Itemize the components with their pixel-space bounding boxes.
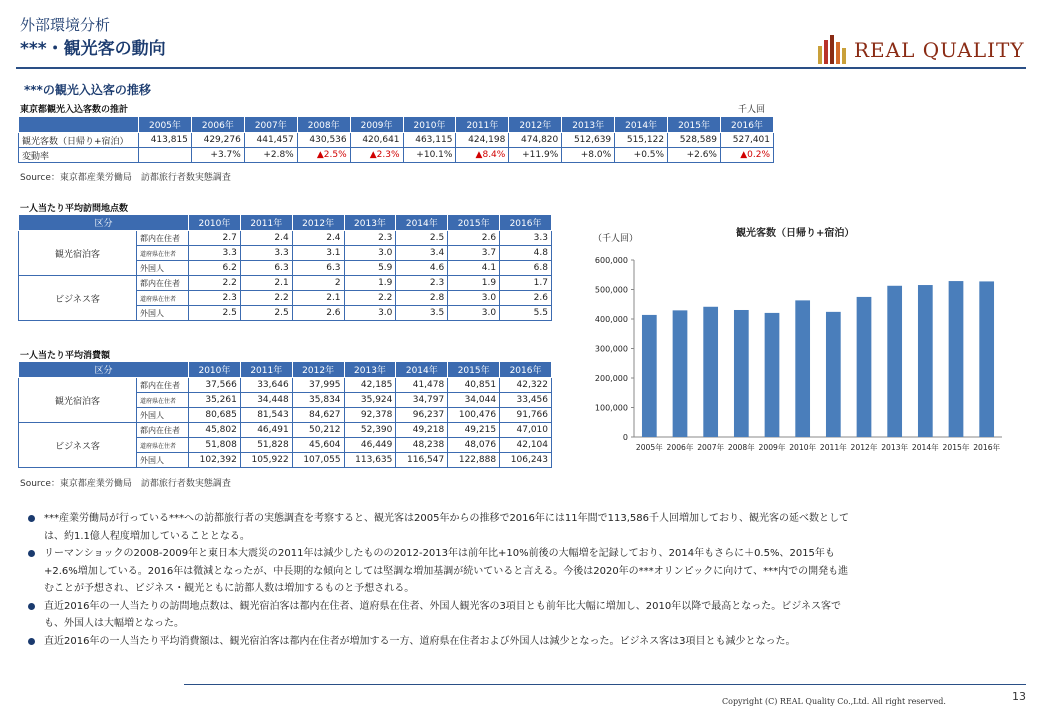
value-cell: 50,212 — [292, 423, 344, 438]
group-label: 観光宿泊客 — [19, 231, 137, 276]
value-cell: 91,766 — [500, 408, 552, 423]
value-cell: 49,215 — [448, 423, 500, 438]
value-cell: 5.5 — [500, 306, 552, 321]
bullet-item: 直近2016年の一人当たりの訪問地点数は、観光宿泊客は都内在住者、道府県在住者、外国人観光客の3項目とも前年比大幅に増加し、2010年以降で最高となった。ビジネス客でも、外国人は大幅増となった。 — [28, 598, 853, 633]
group-label: ビジネス客 — [19, 276, 137, 321]
table1-caption: 東京都観光入込客数の推計 — [20, 105, 129, 115]
value-cell: 6.3 — [240, 261, 292, 276]
value-cell: 113,635 — [344, 453, 396, 468]
value-cell: 2.2 — [240, 291, 292, 306]
value-cell: 3.3 — [189, 246, 241, 261]
value-cell: 106,243 — [500, 453, 552, 468]
value-cell: ▲8.4% — [456, 148, 509, 163]
year-header: 2006年 — [191, 117, 244, 133]
value-cell: 33,456 — [500, 393, 552, 408]
value-cell: 84,627 — [292, 408, 344, 423]
subgroup-label: 都内在住者 — [137, 423, 189, 438]
footer-divider — [184, 684, 1026, 685]
bar — [887, 286, 902, 437]
year-header: 2011年 — [240, 362, 292, 378]
visitors-bar-chart — [584, 218, 1009, 466]
value-cell: 5.9 — [344, 261, 396, 276]
value-cell: 122,888 — [448, 453, 500, 468]
value-cell: 3.3 — [500, 231, 552, 246]
y-tick-label: 0 — [622, 433, 628, 442]
value-cell: 2.5 — [396, 231, 448, 246]
value-cell: 35,834 — [292, 393, 344, 408]
spending-table — [18, 361, 552, 468]
year-header: 2012年 — [509, 117, 562, 133]
year-header: 2011年 — [456, 117, 509, 133]
value-cell: 80,685 — [189, 408, 241, 423]
value-cell: 105,922 — [240, 453, 292, 468]
table1-source: Source：東京都産業労働局 訪都旅行者数実態調査 — [20, 173, 231, 183]
value-cell: +8.0% — [562, 148, 615, 163]
category-header: 区分 — [19, 215, 189, 231]
year-header: 2014年 — [396, 215, 448, 231]
year-header: 2016年 — [500, 362, 552, 378]
bar — [642, 315, 657, 437]
bar — [918, 285, 933, 437]
year-header: 2012年 — [292, 215, 344, 231]
x-tick-label: 2005年 — [635, 443, 663, 452]
value-cell: 45,802 — [189, 423, 241, 438]
year-header: 2013年 — [344, 215, 396, 231]
table3-caption: 一人当たり平均消費額 — [20, 351, 111, 361]
value-cell: 6.8 — [500, 261, 552, 276]
table-row — [19, 133, 774, 148]
value-cell: 49,218 — [396, 423, 448, 438]
value-cell: 40,851 — [448, 378, 500, 393]
bar — [826, 312, 841, 437]
value-cell: ▲0.2% — [720, 148, 773, 163]
table1-unit: 千人回 — [738, 105, 766, 115]
subgroup-label: 都内在住者 — [137, 231, 189, 246]
value-cell: 2.5 — [189, 306, 241, 321]
table2-caption: 一人当たり平均訪問地点数 — [20, 204, 129, 214]
value-cell: 3.0 — [448, 306, 500, 321]
x-tick-label: 2006年 — [666, 443, 694, 452]
bullet-item: ***産業労働局が行っている***への訪都旅行者の実態調査を考察すると、観光客は2005年からの推移で2016年には11年間で113,586千人回増加しており、観光客の延べ数としては、約1.1億人程度増加していることとなる。 — [28, 510, 853, 545]
group-label: 観光宿泊客 — [19, 378, 137, 423]
subgroup-label: 外国人 — [137, 408, 189, 423]
table3-source: Source：東京都産業労働局 訪都旅行者数実態調査 — [20, 479, 231, 489]
year-header: 2014年 — [396, 362, 448, 378]
value-cell: 2.2 — [344, 291, 396, 306]
table-row — [19, 378, 552, 393]
value-cell — [139, 148, 192, 163]
value-cell: 2.4 — [240, 231, 292, 246]
x-tick-label: 2011年 — [819, 443, 847, 452]
header-divider — [16, 67, 1026, 69]
value-cell: 33,646 — [240, 378, 292, 393]
value-cell: 3.7 — [448, 246, 500, 261]
value-cell: 37,566 — [189, 378, 241, 393]
group-label: ビジネス客 — [19, 423, 137, 468]
year-header: 2007年 — [244, 117, 297, 133]
subgroup-label: 都内在住者 — [137, 378, 189, 393]
x-tick-label: 2007年 — [697, 443, 725, 452]
header-row — [19, 362, 552, 378]
value-cell: 6.2 — [189, 261, 241, 276]
value-cell: 46,449 — [344, 438, 396, 453]
value-cell: 474,820 — [509, 133, 562, 148]
row-label: 観光客数（日帰り+宿泊） — [19, 133, 139, 148]
value-cell: 51,808 — [189, 438, 241, 453]
year-header: 2013年 — [344, 362, 396, 378]
value-cell: 34,797 — [396, 393, 448, 408]
value-cell: 6.3 — [292, 261, 344, 276]
y-tick-label: 100,000 — [594, 403, 628, 413]
y-tick-label: 400,000 — [594, 315, 628, 324]
value-cell: 2.5 — [240, 306, 292, 321]
commentary-list — [28, 510, 853, 650]
table-row — [19, 148, 774, 163]
year-header: 2016年 — [500, 215, 552, 231]
value-cell: 42,104 — [500, 438, 552, 453]
value-cell: 37,995 — [292, 378, 344, 393]
value-cell: 413,815 — [139, 133, 192, 148]
value-cell: 2.2 — [189, 276, 241, 291]
year-header: 2011年 — [240, 215, 292, 231]
logo-text: REAL QUALITY — [854, 38, 1025, 62]
value-cell: 100,476 — [448, 408, 500, 423]
value-cell: 3.3 — [240, 246, 292, 261]
value-cell: ▲2.3% — [350, 148, 403, 163]
value-cell: 35,261 — [189, 393, 241, 408]
year-header: 2016年 — [720, 117, 773, 133]
bar — [857, 297, 872, 437]
value-cell: 4.6 — [396, 261, 448, 276]
value-cell: 2.8 — [396, 291, 448, 306]
value-cell: 2.3 — [344, 231, 396, 246]
value-cell: 42,322 — [500, 378, 552, 393]
value-cell: 45,604 — [292, 438, 344, 453]
bar — [795, 300, 810, 437]
x-tick-label: 2008年 — [727, 443, 755, 452]
value-cell: 429,276 — [191, 133, 244, 148]
subgroup-label: 道府県在住者 — [137, 393, 189, 408]
y-tick-label: 300,000 — [594, 344, 628, 354]
bar — [703, 307, 718, 437]
y-tick-label: 600,000 — [594, 256, 628, 265]
year-header: 2015年 — [448, 362, 500, 378]
value-cell: 47,010 — [500, 423, 552, 438]
visitors-table — [18, 116, 774, 163]
value-cell: 527,401 — [720, 133, 773, 148]
value-cell: 515,122 — [615, 133, 668, 148]
y-tick-label: 500,000 — [594, 285, 628, 295]
value-cell: 34,448 — [240, 393, 292, 408]
copyright: Copyright (C) REAL Quality Co.,Ltd. All right reserved. — [722, 697, 946, 706]
subgroup-label: 都内在住者 — [137, 276, 189, 291]
year-header: 2014年 — [615, 117, 668, 133]
value-cell: 92,378 — [344, 408, 396, 423]
value-cell: 420,641 — [350, 133, 403, 148]
year-header: 2010年 — [403, 117, 456, 133]
value-cell: 463,115 — [403, 133, 456, 148]
value-cell: +10.1% — [403, 148, 456, 163]
value-cell: 2.6 — [500, 291, 552, 306]
year-header: 2015年 — [668, 117, 721, 133]
year-header: 2012年 — [292, 362, 344, 378]
value-cell: 2 — [292, 276, 344, 291]
visit-points-table — [18, 214, 552, 321]
bar — [979, 281, 994, 437]
value-cell: 2.1 — [292, 291, 344, 306]
subgroup-label: 外国人 — [137, 261, 189, 276]
value-cell: 3.1 — [292, 246, 344, 261]
x-tick-label: 2010年 — [789, 443, 817, 452]
subgroup-label: 道府県在住者 — [137, 291, 189, 306]
value-cell: 3.0 — [344, 306, 396, 321]
chart-title: 観光客数（日帰り+宿泊） — [736, 228, 855, 239]
x-tick-label: 2012年 — [850, 443, 878, 452]
value-cell: 3.4 — [396, 246, 448, 261]
bullet-item: 直近2016年の一人当たり平均消費額は、観光宿泊客は都内在住者が増加する一方、道府県在住者および外国人は減少となった。ビジネス客は3項目とも減少となった。 — [28, 633, 853, 651]
header-subtitle: 外部環境分析 — [20, 16, 111, 34]
header-row — [19, 215, 552, 231]
value-cell: 441,457 — [244, 133, 297, 148]
value-cell: 1.9 — [344, 276, 396, 291]
corner-cell — [19, 117, 139, 133]
value-cell: 2.6 — [448, 231, 500, 246]
table-row — [19, 276, 552, 291]
value-cell: 41,478 — [396, 378, 448, 393]
value-cell: 1.7 — [500, 276, 552, 291]
year-header: 2005年 — [139, 117, 192, 133]
value-cell: 4.1 — [448, 261, 500, 276]
value-cell: 52,390 — [344, 423, 396, 438]
header-row — [19, 117, 774, 133]
value-cell: 424,198 — [456, 133, 509, 148]
value-cell: 2.6 — [292, 306, 344, 321]
x-tick-label: 2015年 — [942, 443, 970, 452]
page-title: ***・観光客の動向 — [20, 39, 166, 59]
value-cell: 42,185 — [344, 378, 396, 393]
table-row — [19, 423, 552, 438]
subgroup-label: 道府県在住者 — [137, 246, 189, 261]
value-cell: +2.6% — [668, 148, 721, 163]
value-cell: 116,547 — [396, 453, 448, 468]
value-cell: 2.3 — [189, 291, 241, 306]
value-cell: 3.5 — [396, 306, 448, 321]
bullet-item: リーマンショックの2008-2009年と東日本大震災の2011年は減少したものの2012-2013年は前年比+10%前後の大幅増を記録しており、2014年もさらに＋0.5%、2015年も+2.6%増加している。2016年は微減となったが、中長期的な傾向としては堅調な増加基調が続いていると言える。今後は2020年の***オリンピックに向けて、***内での開発も進むことが予想され、ビジネス・観光ともに訪都人数は増加するものと予想される。 — [28, 545, 853, 598]
value-cell: 512,639 — [562, 133, 615, 148]
x-tick-label: 2016年 — [973, 443, 1001, 452]
value-cell: 2.3 — [396, 276, 448, 291]
value-cell: 2.4 — [292, 231, 344, 246]
value-cell: +2.8% — [244, 148, 297, 163]
section-title: ***の観光入込客の推移 — [24, 83, 151, 97]
year-header: 2010年 — [189, 215, 241, 231]
value-cell: ▲2.5% — [297, 148, 350, 163]
value-cell: 430,536 — [297, 133, 350, 148]
logo-mark-icon — [816, 32, 852, 66]
year-header: 2008年 — [297, 117, 350, 133]
company-logo — [816, 32, 1026, 66]
value-cell: 3.0 — [448, 291, 500, 306]
table-row — [19, 231, 552, 246]
year-header: 2015年 — [448, 215, 500, 231]
year-header: 2013年 — [562, 117, 615, 133]
bar — [765, 313, 780, 437]
category-header: 区分 — [19, 362, 189, 378]
chart-unit-label: （千人回） — [593, 234, 639, 244]
value-cell: 3.0 — [344, 246, 396, 261]
value-cell: 48,076 — [448, 438, 500, 453]
value-cell: 81,543 — [240, 408, 292, 423]
value-cell: 528,589 — [668, 133, 721, 148]
x-tick-label: 2009年 — [758, 443, 786, 452]
value-cell: +3.7% — [191, 148, 244, 163]
value-cell: 1.9 — [448, 276, 500, 291]
page-number: 13 — [1012, 690, 1026, 703]
value-cell: 46,491 — [240, 423, 292, 438]
value-cell: 102,392 — [189, 453, 241, 468]
value-cell: 35,924 — [344, 393, 396, 408]
value-cell: +11.9% — [509, 148, 562, 163]
value-cell: 51,828 — [240, 438, 292, 453]
bar — [734, 310, 749, 437]
x-tick-label: 2013年 — [881, 443, 909, 452]
value-cell: 48,238 — [396, 438, 448, 453]
row-label: 変動率 — [19, 148, 139, 163]
value-cell: 34,044 — [448, 393, 500, 408]
year-header: 2009年 — [350, 117, 403, 133]
value-cell: 2.1 — [240, 276, 292, 291]
subgroup-label: 外国人 — [137, 453, 189, 468]
value-cell: 4.8 — [500, 246, 552, 261]
value-cell: +0.5% — [615, 148, 668, 163]
x-tick-label: 2014年 — [911, 443, 939, 452]
bar — [673, 310, 688, 437]
bar — [949, 281, 964, 437]
subgroup-label: 道府県在住者 — [137, 438, 189, 453]
value-cell: 107,055 — [292, 453, 344, 468]
year-header: 2010年 — [189, 362, 241, 378]
value-cell: 2.7 — [189, 231, 241, 246]
y-tick-label: 200,000 — [594, 374, 628, 383]
value-cell: 96,237 — [396, 408, 448, 423]
subgroup-label: 外国人 — [137, 306, 189, 321]
